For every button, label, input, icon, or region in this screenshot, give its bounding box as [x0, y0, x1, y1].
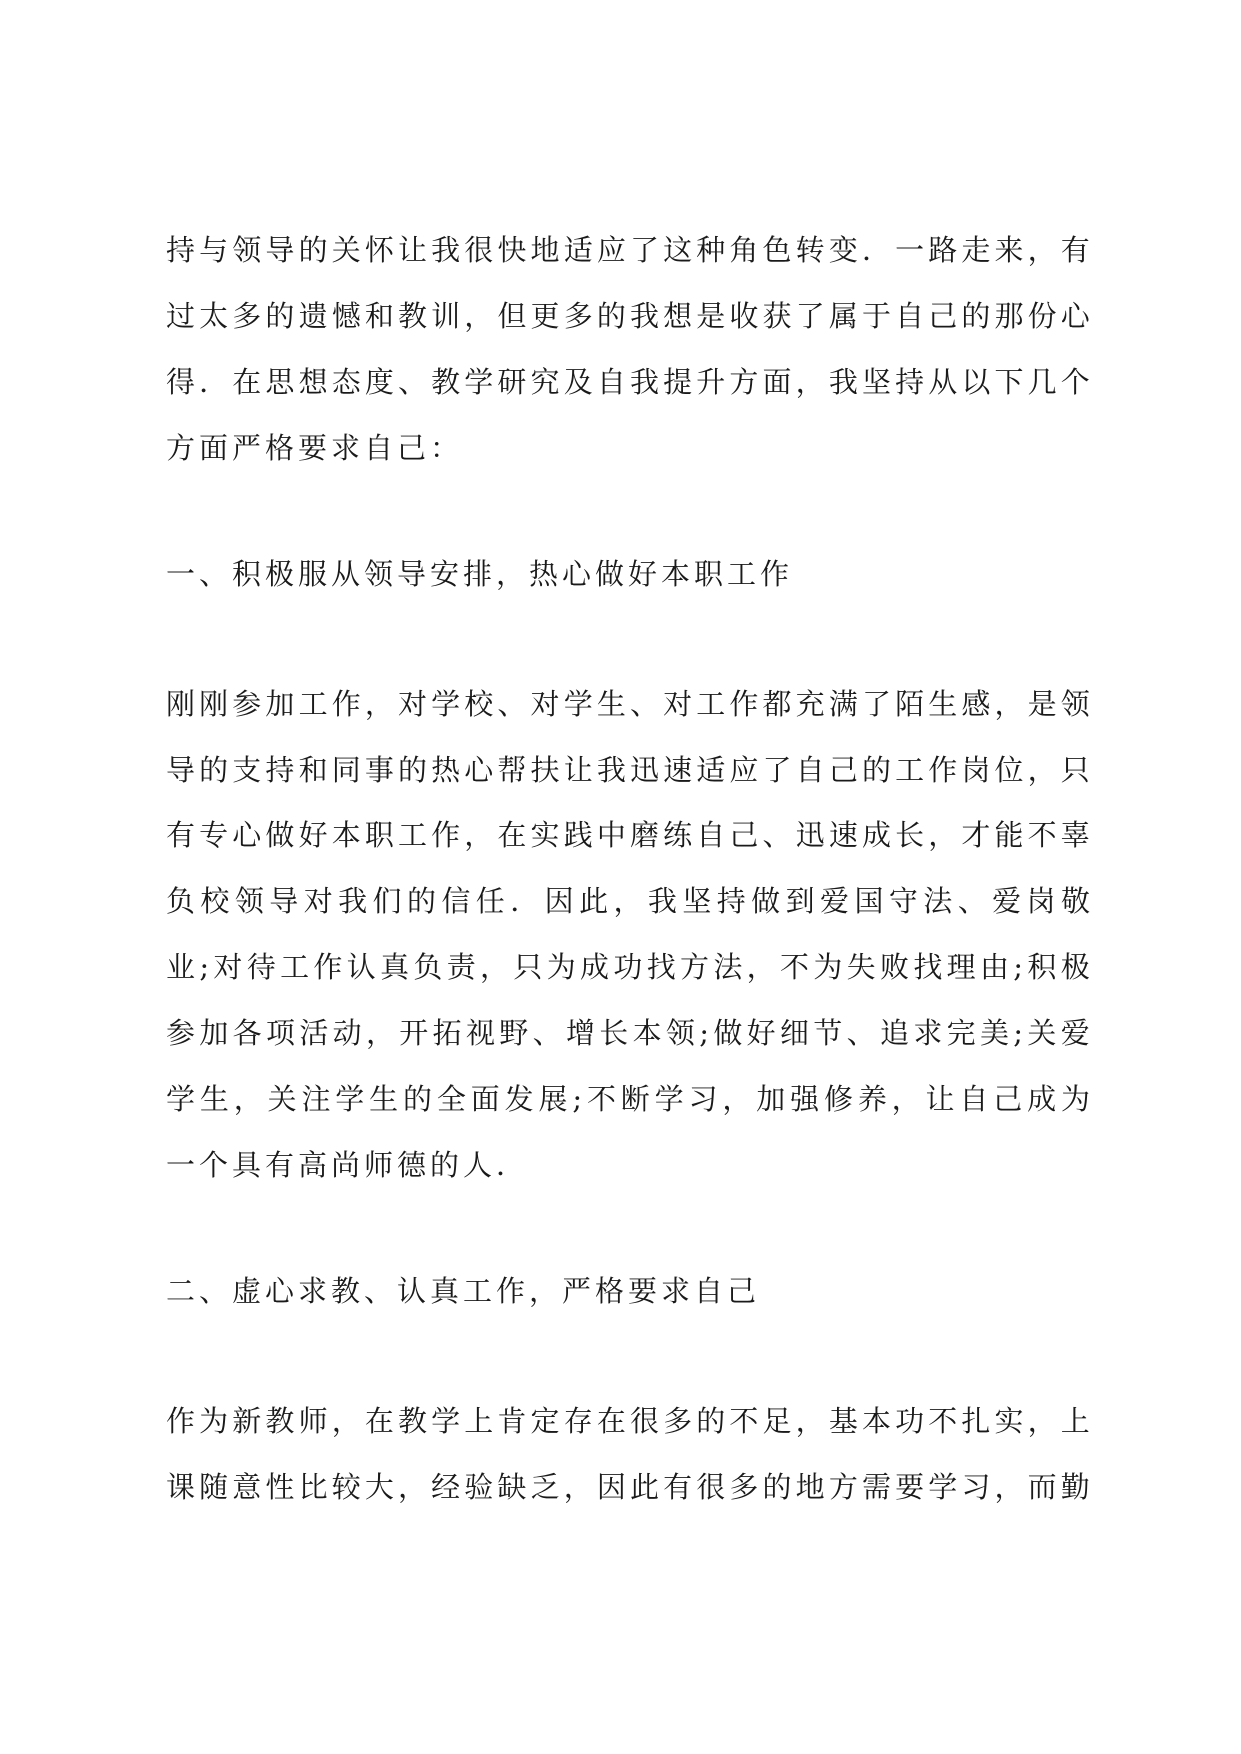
section-heading-2: 二、虚心求教、认真工作，严格要求自己 — [166, 1274, 761, 1308]
paragraph2-line-1: 刚 刚 参 加 工 作 ， 对 学 校 、 对 学 生 、 对 工 作 都 充 满 了 陌 生 感 ， 是 领 — [166, 687, 1090, 721]
paragraph1-line-2: 过 太 多 的 遗 憾 和 教 训 ， 但 更 多 的 我 想 是 收 获 了 属 于 自 己 的 那 份 心 — [166, 299, 1090, 333]
paragraph1-line-4: 方面严格要求自己： — [166, 431, 464, 465]
section-heading-1: 一、积极服从领导安排，热心做好本职工作 — [166, 557, 794, 591]
paragraph2-line-6: 参 加 各 项 活 动 ， 开 拓 视 野 、 增 长 本 领 ; 做 好 细 节 、 追 求 完 美 ; 关 爱 — [166, 1016, 1090, 1050]
paragraph2-line-5: 业 ; 对 待 工 作 认 真 负 责 ， 只 为 成 功 找 方 法 ， 不 为 失 败 找 理 由 ; 积 极 — [166, 950, 1090, 984]
paragraph2-line-3: 有 专 心 做 好 本 职 工 作 ， 在 实 践 中 磨 练 自 己 、 迅 速 成 长 ， 才 能 不 辜 — [166, 818, 1090, 852]
paragraph2-line-4: 负 校 领 导 对 我 们 的 信 任 ． 因 此 ， 我 坚 持 做 到 爱 国 守 法 、 爱 岗 敬 — [166, 884, 1090, 918]
paragraph3-line-1: 作 为 新 教 师 ， 在 教 学 上 肯 定 存 在 很 多 的 不 足 ， 基 本 功 不 扎 实 ， 上 — [166, 1404, 1090, 1438]
paragraph2-line-7: 学 生 ， 关 注 学 生 的 全 面 发 展 ; 不 断 学 习 ， 加 强 修 养 ， 让 自 己 成 为 — [166, 1082, 1090, 1116]
paragraph2-line-8: 一个具有高尚师德的人． — [166, 1148, 530, 1182]
paragraph2-line-2: 导 的 支 持 和 同 事 的 热 心 帮 扶 让 我 迅 速 适 应 了 自 己 的 工 作 岗 位 ， 只 — [166, 753, 1090, 787]
paragraph1-line-3: 得 ． 在 思 想 态 度 、 教 学 研 究 及 自 我 提 升 方 面 ， 我 坚 持 从 以 下 几 个 — [166, 365, 1090, 399]
paragraph3-line-2: 课 随 意 性 比 较 大 ， 经 验 缺 乏 ， 因 此 有 很 多 的 地 方 需 要 学 习 ， 而 勤 — [166, 1470, 1090, 1504]
paragraph1-line-1: 持 与 领 导 的 关 怀 让 我 很 快 地 适 应 了 这 种 角 色 转 变 ． 一 路 走 来 ， 有 — [166, 233, 1090, 267]
